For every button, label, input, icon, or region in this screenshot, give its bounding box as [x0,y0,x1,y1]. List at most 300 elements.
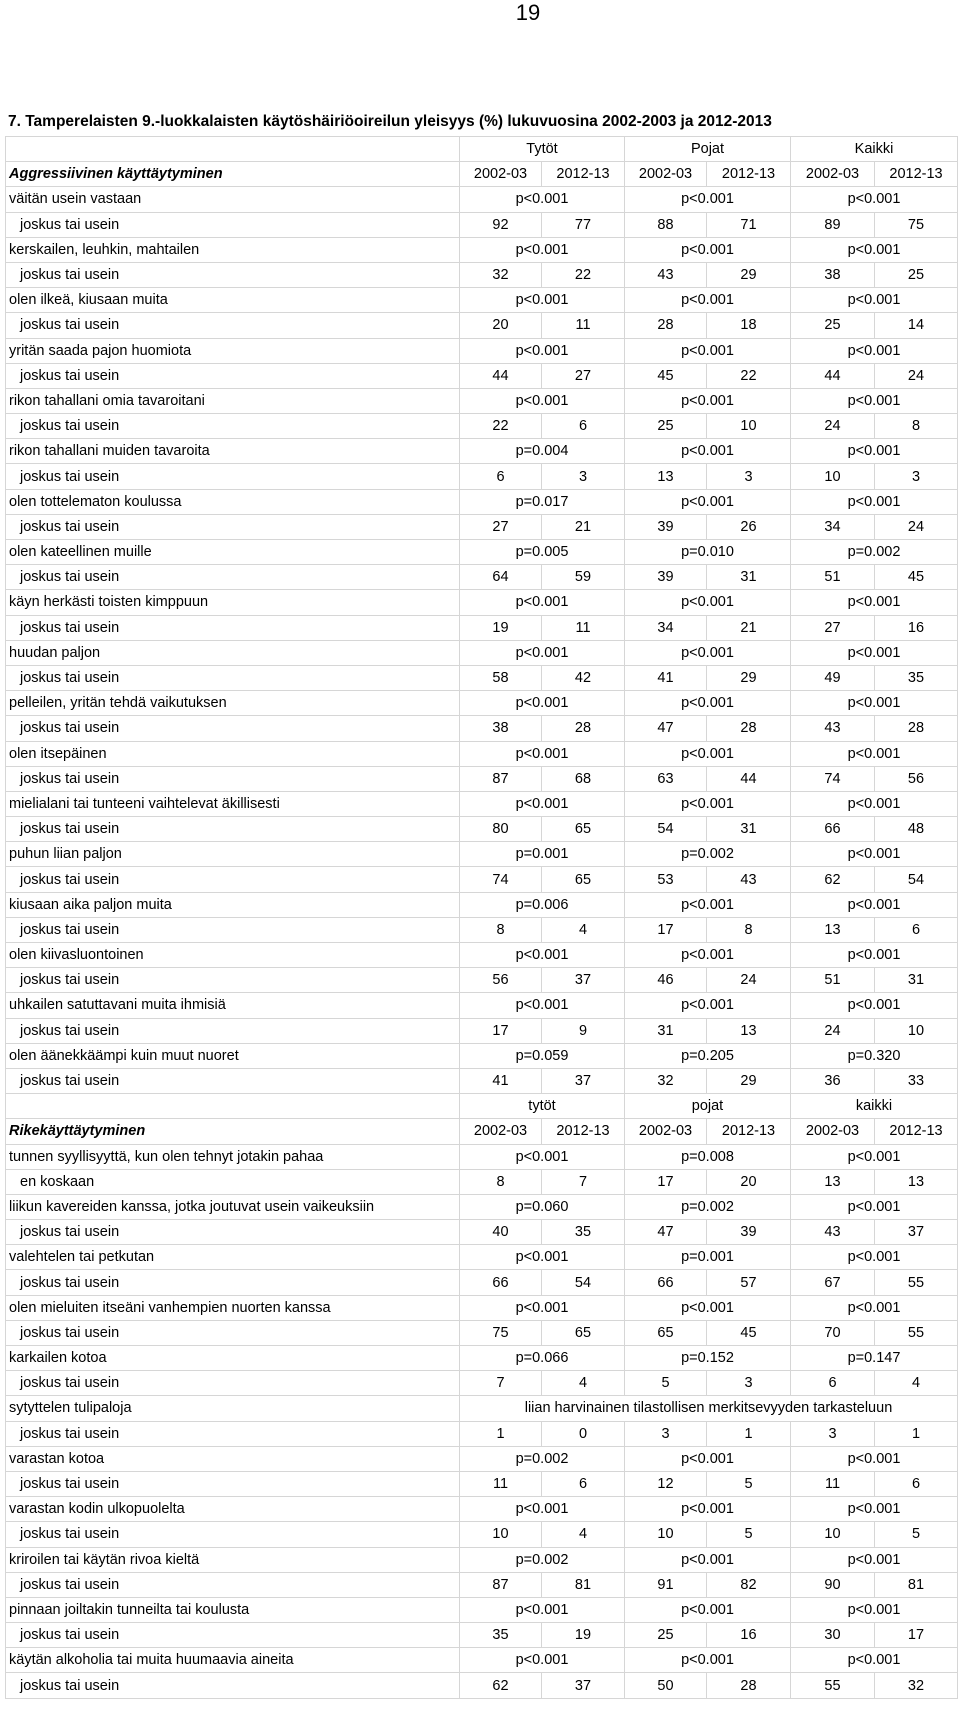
item-label: olen itsepäinen [6,741,460,766]
section-title: Rikekäyttäytyminen [6,1119,460,1144]
percentage-value: 10 [791,464,875,489]
percentage-value: 57 [707,1270,791,1295]
item-row [6,590,958,615]
percentage-value: 8 [707,917,791,942]
p-value: p=0.320 [791,1043,958,1068]
percentage-value: 34 [791,514,875,539]
value-row [6,212,958,237]
section-header-row [6,1119,958,1144]
value-row-label: joskus tai usein [6,1068,460,1093]
p-value: p<0.001 [791,187,958,212]
p-value: p<0.001 [625,993,791,1018]
item-label: olen kateellinen muille [6,540,460,565]
p-value: p<0.001 [460,1245,625,1270]
p-value: p<0.001 [460,1648,625,1673]
prevalence-table [5,136,958,1699]
percentage-value: 31 [707,565,791,590]
value-row [6,1018,958,1043]
year-header: 2012-13 [542,162,625,187]
item-row [6,388,958,413]
percentage-value: 6 [460,464,542,489]
year-header: 2012-13 [875,1119,958,1144]
value-row [6,1169,958,1194]
percentage-value: 3 [625,1421,707,1446]
item-label: sytyttelen tulipaloja [6,1396,460,1421]
percentage-value: 13 [791,917,875,942]
p-value: p<0.001 [791,943,958,968]
group-header: Kaikki [791,137,958,162]
p-value: p<0.001 [791,1446,958,1471]
table-title: 7. Tamperelaisten 9.-luokkalaisten käytöshäiriöoireilun yleisyys (%) lukuvuosina 2002-2003 ja 2012-2013 [8,113,772,130]
percentage-value: 26 [707,514,791,539]
percentage-value: 5 [707,1471,791,1496]
p-value: p<0.001 [460,691,625,716]
percentage-value: 9 [542,1018,625,1043]
percentage-value: 36 [791,1068,875,1093]
percentage-value: 6 [542,414,625,439]
item-label: kriroilen tai käytän rivoa kieltä [6,1547,460,1572]
percentage-value: 34 [625,615,707,640]
group-header-blank [6,1094,460,1119]
p-value: p<0.001 [625,1648,791,1673]
percentage-value: 45 [707,1320,791,1345]
percentage-value: 90 [791,1572,875,1597]
percentage-value: 47 [625,1220,707,1245]
percentage-value: 54 [542,1270,625,1295]
p-value: p<0.001 [791,791,958,816]
percentage-value: 22 [460,414,542,439]
significance-note: liian harvinainen tilastollisen merkitsevyyden tarkasteluun [460,1396,958,1421]
percentage-value: 41 [625,665,707,690]
percentage-value: 40 [460,1220,542,1245]
percentage-value: 42 [542,665,625,690]
percentage-value: 75 [875,212,958,237]
group-header: pojat [625,1094,791,1119]
p-value: p=0.017 [460,489,625,514]
percentage-value: 4 [542,1371,625,1396]
value-row [6,817,958,842]
value-row [6,363,958,388]
value-row [6,1371,958,1396]
percentage-value: 68 [542,766,625,791]
percentage-value: 80 [460,817,542,842]
p-value: p<0.001 [625,1295,791,1320]
p-value: p<0.001 [625,943,791,968]
p-value: p=0.010 [625,540,791,565]
percentage-value: 4 [542,917,625,942]
value-row [6,917,958,942]
percentage-value: 25 [875,262,958,287]
percentage-value: 91 [625,1572,707,1597]
value-row-label: joskus tai usein [6,1421,460,1446]
item-row [6,741,958,766]
percentage-value: 12 [625,1471,707,1496]
percentage-value: 31 [875,968,958,993]
p-value: p<0.001 [460,1295,625,1320]
year-header: 2012-13 [707,162,791,187]
percentage-value: 37 [542,1068,625,1093]
percentage-value: 32 [460,262,542,287]
item-label: kerskailen, leuhkin, mahtailen [6,237,460,262]
p-value: p<0.001 [460,237,625,262]
p-value: p<0.001 [625,288,791,313]
percentage-value: 89 [791,212,875,237]
page-number: 19 [515,0,541,25]
item-label: olen kiivasluontoinen [6,943,460,968]
item-label: väitän usein vastaan [6,187,460,212]
percentage-value: 41 [460,1068,542,1093]
percentage-value: 62 [460,1673,542,1698]
percentage-value: 37 [542,968,625,993]
value-row [6,1220,958,1245]
value-row-label: joskus tai usein [6,1471,460,1496]
p-value: p<0.001 [791,1194,958,1219]
percentage-value: 67 [791,1270,875,1295]
value-row-label: joskus tai usein [6,565,460,590]
percentage-value: 3 [875,464,958,489]
percentage-value: 81 [875,1572,958,1597]
percentage-value: 39 [707,1220,791,1245]
p-value: p<0.001 [791,1245,958,1270]
item-row [6,842,958,867]
percentage-value: 65 [542,867,625,892]
percentage-value: 17 [460,1018,542,1043]
percentage-value: 13 [875,1169,958,1194]
percentage-value: 29 [707,262,791,287]
p-value: p=0.002 [625,1194,791,1219]
year-header: 2002-03 [625,1119,707,1144]
percentage-value: 45 [875,565,958,590]
percentage-value: 22 [707,363,791,388]
p-value: p<0.001 [460,741,625,766]
item-label: olen äänekkäämpi kuin muut nuoret [6,1043,460,1068]
percentage-value: 6 [875,1471,958,1496]
percentage-value: 66 [460,1270,542,1295]
percentage-value: 66 [791,817,875,842]
item-row [6,993,958,1018]
p-value: p<0.001 [460,1497,625,1522]
group-header-blank [6,137,460,162]
year-header: 2012-13 [542,1119,625,1144]
item-row [6,439,958,464]
p-value: p=0.059 [460,1043,625,1068]
value-row [6,464,958,489]
item-row [6,288,958,313]
item-label: rikon tahallani muiden tavaroita [6,439,460,464]
percentage-value: 6 [791,1371,875,1396]
value-row [6,716,958,741]
value-row-label: joskus tai usein [6,665,460,690]
value-row-label: joskus tai usein [6,262,460,287]
item-row [6,1194,958,1219]
percentage-value: 39 [625,565,707,590]
p-value: p<0.001 [791,1648,958,1673]
percentage-value: 10 [875,1018,958,1043]
p-value: p=0.008 [625,1144,791,1169]
p-value: p<0.001 [791,1497,958,1522]
percentage-value: 1 [875,1421,958,1446]
p-value: p=0.005 [460,540,625,565]
item-row [6,1144,958,1169]
percentage-value: 28 [542,716,625,741]
percentage-value: 56 [875,766,958,791]
year-header: 2002-03 [791,1119,875,1144]
percentage-value: 24 [707,968,791,993]
percentage-value: 32 [625,1068,707,1093]
p-value: p<0.001 [625,489,791,514]
percentage-value: 75 [460,1320,542,1345]
value-row-label: joskus tai usein [6,1673,460,1698]
item-label: yritän saada pajon huomiota [6,338,460,363]
percentage-value: 25 [625,1623,707,1648]
value-row-label: en koskaan [6,1169,460,1194]
value-row [6,665,958,690]
percentage-value: 0 [542,1421,625,1446]
percentage-value: 55 [875,1320,958,1345]
p-value: p=0.066 [460,1346,625,1371]
value-row [6,766,958,791]
item-row [6,1043,958,1068]
value-row [6,1421,958,1446]
value-row-label: joskus tai usein [6,716,460,741]
percentage-value: 43 [707,867,791,892]
percentage-value: 74 [791,766,875,791]
value-row [6,1522,958,1547]
percentage-value: 20 [460,313,542,338]
percentage-value: 64 [460,565,542,590]
p-value: p<0.001 [460,943,625,968]
value-row-label: joskus tai usein [6,363,460,388]
item-label: kiusaan aika paljon muita [6,892,460,917]
year-header: 2002-03 [791,162,875,187]
percentage-value: 19 [542,1623,625,1648]
percentage-value: 28 [625,313,707,338]
value-row-label: joskus tai usein [6,414,460,439]
item-label: uhkailen satuttavani muita ihmisiä [6,993,460,1018]
item-label: liikun kavereiden kanssa, jotka joutuvat usein vaikeuksiin [6,1194,460,1219]
p-value: p<0.001 [460,388,625,413]
value-row [6,313,958,338]
percentage-value: 58 [460,665,542,690]
percentage-value: 6 [542,1471,625,1496]
p-value: p<0.001 [460,338,625,363]
value-row [6,1623,958,1648]
year-header: 2012-13 [875,162,958,187]
p-value: p=0.004 [460,439,625,464]
p-value: p<0.001 [791,590,958,615]
p-value: p=0.006 [460,892,625,917]
percentage-value: 92 [460,212,542,237]
p-value: p<0.001 [625,388,791,413]
percentage-value: 37 [875,1220,958,1245]
value-row [6,514,958,539]
p-value: p<0.001 [791,439,958,464]
item-row [6,1547,958,1572]
p-value: p<0.001 [625,640,791,665]
p-value: p<0.001 [625,691,791,716]
p-value: p<0.001 [791,338,958,363]
value-row-label: joskus tai usein [6,817,460,842]
group-header-row [6,1094,958,1119]
percentage-value: 43 [791,716,875,741]
percentage-value: 47 [625,716,707,741]
percentage-value: 43 [625,262,707,287]
percentage-value: 14 [875,313,958,338]
percentage-value: 27 [542,363,625,388]
percentage-value: 10 [791,1522,875,1547]
percentage-value: 59 [542,565,625,590]
percentage-value: 54 [875,867,958,892]
item-row [6,943,958,968]
value-row [6,867,958,892]
percentage-value: 65 [542,1320,625,1345]
percentage-value: 31 [625,1018,707,1043]
value-row [6,1270,958,1295]
p-value: p<0.001 [460,1144,625,1169]
value-row-label: joskus tai usein [6,968,460,993]
table-body [6,137,958,1699]
percentage-value: 49 [791,665,875,690]
p-value: p<0.001 [791,691,958,716]
percentage-value: 62 [791,867,875,892]
item-label: käytän alkoholia tai muita huumaavia aineita [6,1648,460,1673]
value-row-label: joskus tai usein [6,917,460,942]
percentage-value: 8 [460,917,542,942]
item-label: rikon tahallani omia tavaroitani [6,388,460,413]
item-label: huudan paljon [6,640,460,665]
p-value: p<0.001 [460,1597,625,1622]
value-row [6,1572,958,1597]
p-value: p<0.001 [791,741,958,766]
value-row [6,565,958,590]
percentage-value: 6 [875,917,958,942]
percentage-value: 35 [542,1220,625,1245]
p-value: p<0.001 [791,1295,958,1320]
percentage-value: 56 [460,968,542,993]
year-header: 2002-03 [460,162,542,187]
percentage-value: 55 [875,1270,958,1295]
percentage-value: 13 [791,1169,875,1194]
value-row-label: joskus tai usein [6,514,460,539]
item-label: olen tottelematon koulussa [6,489,460,514]
percentage-value: 21 [707,615,791,640]
p-value: p<0.001 [460,288,625,313]
p-value: p=0.002 [625,842,791,867]
percentage-value: 31 [707,817,791,842]
percentage-value: 7 [460,1371,542,1396]
percentage-value: 63 [625,766,707,791]
percentage-value: 24 [875,363,958,388]
item-label: pelleilen, yritän tehdä vaikutuksen [6,691,460,716]
p-value: p<0.001 [625,892,791,917]
percentage-value: 24 [791,1018,875,1043]
results-sheet [5,110,957,1699]
percentage-value: 13 [707,1018,791,1043]
percentage-value: 7 [542,1169,625,1194]
percentage-value: 8 [460,1169,542,1194]
value-row-label: joskus tai usein [6,313,460,338]
percentage-value: 20 [707,1169,791,1194]
value-row-label: joskus tai usein [6,1371,460,1396]
percentage-value: 65 [625,1320,707,1345]
percentage-value: 65 [542,817,625,842]
percentage-value: 55 [791,1673,875,1698]
percentage-value: 5 [875,1522,958,1547]
p-value: p<0.001 [625,338,791,363]
percentage-value: 11 [460,1471,542,1496]
percentage-value: 5 [707,1522,791,1547]
percentage-value: 24 [875,514,958,539]
percentage-value: 88 [625,212,707,237]
percentage-value: 25 [791,313,875,338]
percentage-value: 10 [625,1522,707,1547]
value-row [6,1471,958,1496]
p-value: p<0.001 [460,640,625,665]
percentage-value: 44 [791,363,875,388]
p-value: p<0.001 [791,842,958,867]
item-label: varastan kotoa [6,1446,460,1471]
p-value: p=0.001 [625,1245,791,1270]
p-value: p<0.001 [625,1547,791,1572]
percentage-value: 46 [625,968,707,993]
percentage-value: 3 [707,1371,791,1396]
percentage-value: 74 [460,867,542,892]
value-row-label: joskus tai usein [6,1270,460,1295]
value-row [6,968,958,993]
percentage-value: 3 [791,1421,875,1446]
p-value: p<0.001 [625,1497,791,1522]
percentage-value: 1 [707,1421,791,1446]
percentage-value: 70 [791,1320,875,1345]
p-value: p<0.001 [791,640,958,665]
percentage-value: 28 [875,716,958,741]
percentage-value: 87 [460,766,542,791]
p-value: p<0.001 [791,489,958,514]
item-row [6,1497,958,1522]
percentage-value: 19 [460,615,542,640]
value-row-label: joskus tai usein [6,1320,460,1345]
percentage-value: 3 [707,464,791,489]
value-row-label: joskus tai usein [6,867,460,892]
p-value: p<0.001 [625,439,791,464]
p-value: p<0.001 [791,1547,958,1572]
item-row [6,1597,958,1622]
item-row [6,1648,958,1673]
percentage-value: 29 [707,1068,791,1093]
p-value: p=0.060 [460,1194,625,1219]
percentage-value: 77 [542,212,625,237]
p-value: p<0.001 [791,892,958,917]
percentage-value: 21 [542,514,625,539]
percentage-value: 66 [625,1270,707,1295]
group-header: Tytöt [460,137,625,162]
p-value: p<0.001 [625,187,791,212]
item-label: olen ilkeä, kiusaan muita [6,288,460,313]
item-row [6,640,958,665]
item-row [6,237,958,262]
group-header: Pojat [625,137,791,162]
percentage-value: 37 [542,1673,625,1698]
percentage-value: 51 [791,968,875,993]
percentage-value: 51 [791,565,875,590]
p-value: p<0.001 [791,237,958,262]
item-label: varastan kodin ulkopuolelta [6,1497,460,1522]
section-header-row [6,162,958,187]
p-value: p=0.152 [625,1346,791,1371]
percentage-value: 27 [460,514,542,539]
value-row [6,1320,958,1345]
p-value: p<0.001 [791,1144,958,1169]
